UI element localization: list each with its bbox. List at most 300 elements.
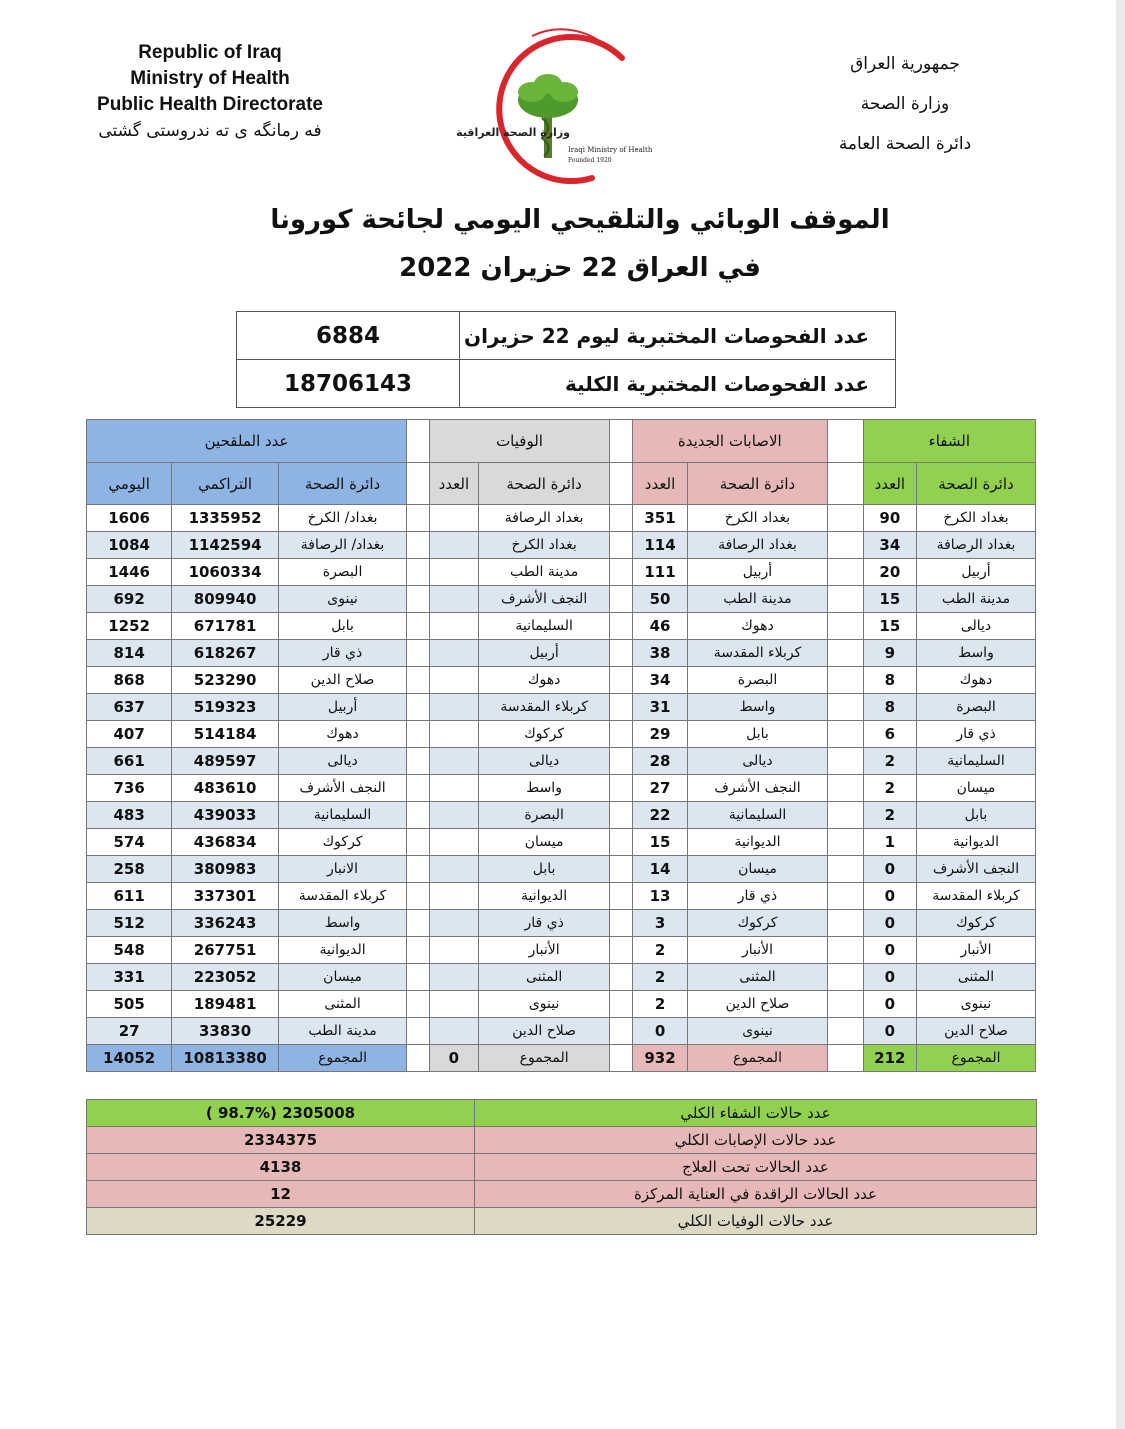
vac-daily: 692 <box>87 586 172 613</box>
spacer <box>407 937 430 964</box>
summary-value: 4138 <box>87 1154 475 1181</box>
col-rec-count: العدد <box>863 463 916 505</box>
table-row <box>87 829 1036 856</box>
spacer <box>610 748 633 775</box>
rec-count: 6 <box>863 721 916 748</box>
table-row <box>87 910 1036 937</box>
deaths-directorate: مدينة الطب <box>478 559 609 586</box>
vac-directorate: ذي قار <box>278 640 406 667</box>
spacer <box>407 910 430 937</box>
cases-count: 0 <box>632 1018 687 1045</box>
cases-count: 2 <box>632 937 687 964</box>
spacer <box>827 964 863 991</box>
table-row <box>87 694 1036 721</box>
vac-cumulative: 1335952 <box>172 505 279 532</box>
table-row <box>87 559 1036 586</box>
vac-cumulative: 33830 <box>172 1018 279 1045</box>
vac-cumulative: 1060334 <box>172 559 279 586</box>
spacer <box>407 463 430 505</box>
logo-text-en: Iraqi Ministry of Health <box>568 146 653 154</box>
table-row <box>87 613 1036 640</box>
deaths-count <box>429 991 478 1018</box>
rec-directorate: بغداد الرصافة <box>917 532 1036 559</box>
spacer <box>407 420 430 463</box>
page-title <box>200 196 960 292</box>
table-row <box>87 883 1036 910</box>
deaths-directorate: بغداد الرصافة <box>478 505 609 532</box>
vac-directorate: أربيل <box>278 694 406 721</box>
vac-daily: 736 <box>87 775 172 802</box>
deaths-directorate: أربيل <box>478 640 609 667</box>
deaths-directorate: كركوك <box>478 721 609 748</box>
rec-count: 8 <box>863 667 916 694</box>
vac-cumulative: 523290 <box>172 667 279 694</box>
spacer <box>827 505 863 532</box>
spacer <box>610 721 633 748</box>
spacer <box>610 991 633 1018</box>
col-dth-count: العدد <box>429 463 478 505</box>
summary-row <box>87 1127 1037 1154</box>
spacer <box>407 640 430 667</box>
table-row <box>87 505 1036 532</box>
summary-value: 2305008 (98.7% ) <box>87 1100 475 1127</box>
group-header-row <box>87 420 1036 463</box>
spacer <box>827 667 863 694</box>
lab-tests-daily-value: 6884 <box>237 312 460 360</box>
total-vac-daily: 14052 <box>87 1045 172 1072</box>
rec-count: 2 <box>863 775 916 802</box>
table-row <box>87 856 1036 883</box>
rec-directorate: البصرة <box>917 694 1036 721</box>
summary-value: 25229 <box>87 1208 475 1235</box>
cases-directorate: بابل <box>688 721 828 748</box>
cases-directorate: صلاح الدين <box>688 991 828 1018</box>
cases-directorate: كربلاء المقدسة <box>688 640 828 667</box>
rec-directorate: أربيل <box>917 559 1036 586</box>
vac-cumulative: 514184 <box>172 721 279 748</box>
spacer <box>827 640 863 667</box>
col-cas-count: العدد <box>632 463 687 505</box>
header-arabic <box>800 44 1010 164</box>
vac-cumulative: 1142594 <box>172 532 279 559</box>
rec-directorate: الديوانية <box>917 829 1036 856</box>
spacer <box>407 856 430 883</box>
spacer <box>407 613 430 640</box>
spacer <box>827 883 863 910</box>
deaths-directorate: النجف الأشرف <box>478 586 609 613</box>
vac-directorate: الديوانية <box>278 937 406 964</box>
lab-tests-daily-label: عدد الفحوصات المختبرية ليوم 22 حزيران <box>460 312 896 360</box>
spacer <box>827 559 863 586</box>
cases-count: 29 <box>632 721 687 748</box>
summary-row <box>87 1181 1037 1208</box>
vac-daily: 483 <box>87 802 172 829</box>
rec-count: 0 <box>863 964 916 991</box>
spacer <box>407 775 430 802</box>
spacer <box>827 802 863 829</box>
spacer <box>827 532 863 559</box>
lab-tests-total-value: 18706143 <box>237 360 460 408</box>
spacer <box>827 748 863 775</box>
table-row <box>87 964 1036 991</box>
summary-label: عدد حالات الوفيات الكلي <box>475 1208 1037 1235</box>
vac-cumulative: 519323 <box>172 694 279 721</box>
summary-row <box>87 1100 1037 1127</box>
total-deaths: 0 <box>429 1045 478 1072</box>
cases-count: 351 <box>632 505 687 532</box>
deaths-count <box>429 1018 478 1045</box>
table-row <box>87 1018 1036 1045</box>
vac-directorate: نينوى <box>278 586 406 613</box>
vac-directorate: مدينة الطب <box>278 1018 406 1045</box>
cases-directorate: مدينة الطب <box>688 586 828 613</box>
spacer <box>407 748 430 775</box>
spacer <box>827 829 863 856</box>
group-recoveries: الشفاء <box>863 420 1035 463</box>
spacer <box>827 991 863 1018</box>
rec-directorate: السليمانية <box>917 748 1036 775</box>
rec-directorate: الأنبار <box>917 937 1036 964</box>
spacer <box>407 586 430 613</box>
group-new-cases: الاصابات الجديدة <box>632 420 827 463</box>
col-dth-directorate: دائرة الصحة <box>478 463 609 505</box>
rec-count: 15 <box>863 586 916 613</box>
col-vac-directorate: دائرة الصحة <box>278 463 406 505</box>
rec-count: 0 <box>863 1018 916 1045</box>
vac-cumulative: 337301 <box>172 883 279 910</box>
deaths-count <box>429 559 478 586</box>
vac-directorate: دهوك <box>278 721 406 748</box>
vac-daily: 637 <box>87 694 172 721</box>
spacer <box>610 532 633 559</box>
header-en-line: Ministry of Health <box>130 68 290 89</box>
rec-count: 0 <box>863 937 916 964</box>
header-en-line: Republic of Iraq <box>138 42 282 63</box>
spacer <box>610 1045 633 1072</box>
cases-count: 114 <box>632 532 687 559</box>
total-cases: 932 <box>632 1045 687 1072</box>
vac-cumulative: 483610 <box>172 775 279 802</box>
cases-directorate: بغداد الكرخ <box>688 505 828 532</box>
spacer <box>610 829 633 856</box>
ministry-logo <box>456 28 657 188</box>
header-kurdish-line: فه رمانگه ی ته ندروستی گشتی <box>98 121 322 141</box>
vac-daily: 548 <box>87 937 172 964</box>
summary-table <box>86 1099 1037 1235</box>
table-row <box>87 775 1036 802</box>
table-row <box>87 667 1036 694</box>
table-row <box>87 802 1036 829</box>
vac-directorate: بابل <box>278 613 406 640</box>
spacer <box>827 586 863 613</box>
vac-daily: 1084 <box>87 532 172 559</box>
summary-value: 2334375 <box>87 1127 475 1154</box>
deaths-count <box>429 802 478 829</box>
spacer <box>610 802 633 829</box>
table-row <box>87 532 1036 559</box>
deaths-count <box>429 613 478 640</box>
header-ar-line: جمهورية العراق <box>850 54 960 74</box>
logo-text-ar: وزارة الصحة العراقية <box>456 126 570 139</box>
vac-daily: 1446 <box>87 559 172 586</box>
rec-directorate: مدينة الطب <box>917 586 1036 613</box>
deaths-directorate: نينوى <box>478 991 609 1018</box>
deaths-directorate: بابل <box>478 856 609 883</box>
deaths-count <box>429 775 478 802</box>
vac-cumulative: 336243 <box>172 910 279 937</box>
vac-daily: 512 <box>87 910 172 937</box>
lab-tests-daily-row <box>237 312 896 360</box>
vac-daily: 661 <box>87 748 172 775</box>
spacer <box>407 1045 430 1072</box>
cases-directorate: ذي قار <box>688 883 828 910</box>
vac-daily: 814 <box>87 640 172 667</box>
deaths-count <box>429 694 478 721</box>
cases-directorate: نينوى <box>688 1018 828 1045</box>
rec-count: 90 <box>863 505 916 532</box>
page-edge <box>1116 0 1125 1429</box>
spacer <box>827 694 863 721</box>
spacer <box>407 667 430 694</box>
vac-daily: 1252 <box>87 613 172 640</box>
deaths-directorate: البصرة <box>478 802 609 829</box>
deaths-directorate: دهوك <box>478 667 609 694</box>
deaths-count <box>429 964 478 991</box>
col-cas-directorate: دائرة الصحة <box>688 463 828 505</box>
rec-count: 9 <box>863 640 916 667</box>
vac-directorate: السليمانية <box>278 802 406 829</box>
summary-row <box>87 1208 1037 1235</box>
table-row <box>87 640 1036 667</box>
deaths-directorate: السليمانية <box>478 613 609 640</box>
spacer <box>407 559 430 586</box>
deaths-count <box>429 505 478 532</box>
cases-directorate: أربيل <box>688 559 828 586</box>
vac-cumulative: 809940 <box>172 586 279 613</box>
spacer <box>407 532 430 559</box>
vac-directorate: بغداد/ الرصافة <box>278 532 406 559</box>
spacer <box>827 937 863 964</box>
rec-directorate: ذي قار <box>917 721 1036 748</box>
total-label: المجموع <box>688 1045 828 1072</box>
spacer <box>610 667 633 694</box>
total-recoveries: 212 <box>863 1045 916 1072</box>
cases-count: 2 <box>632 964 687 991</box>
spacer <box>827 721 863 748</box>
cases-count: 13 <box>632 883 687 910</box>
spacer <box>407 505 430 532</box>
deaths-directorate: صلاح الدين <box>478 1018 609 1045</box>
cases-count: 2 <box>632 991 687 1018</box>
spacer <box>407 964 430 991</box>
vac-directorate: المثنى <box>278 991 406 1018</box>
spacer <box>407 829 430 856</box>
vac-cumulative: 671781 <box>172 613 279 640</box>
vac-daily: 868 <box>87 667 172 694</box>
deaths-directorate: الأنبار <box>478 937 609 964</box>
cases-directorate: الديوانية <box>688 829 828 856</box>
rec-count: 20 <box>863 559 916 586</box>
vac-cumulative: 489597 <box>172 748 279 775</box>
vac-directorate: كربلاء المقدسة <box>278 883 406 910</box>
vac-directorate: ميسان <box>278 964 406 991</box>
cases-count: 15 <box>632 829 687 856</box>
rec-directorate: النجف الأشرف <box>917 856 1036 883</box>
spacer <box>407 802 430 829</box>
deaths-count <box>429 748 478 775</box>
spacer <box>407 721 430 748</box>
cases-count: 22 <box>632 802 687 829</box>
header-ar-line: دائرة الصحة العامة <box>838 134 972 154</box>
cases-count: 31 <box>632 694 687 721</box>
rec-directorate: بغداد الكرخ <box>917 505 1036 532</box>
deaths-count <box>429 640 478 667</box>
header-en-line: Public Health Directorate <box>97 94 323 115</box>
deaths-directorate: ميسان <box>478 829 609 856</box>
header-ar-line: وزارة الصحة <box>860 94 950 114</box>
deaths-directorate: بغداد الكرخ <box>478 532 609 559</box>
spacer <box>610 964 633 991</box>
cases-count: 14 <box>632 856 687 883</box>
summary-table-body <box>87 1100 1037 1235</box>
vac-daily: 1606 <box>87 505 172 532</box>
summary-label: عدد حالات الشفاء الكلي <box>475 1100 1037 1127</box>
lab-tests-total-row <box>237 360 896 408</box>
deaths-directorate: الديوانية <box>478 883 609 910</box>
vac-cumulative: 267751 <box>172 937 279 964</box>
vac-cumulative: 189481 <box>172 991 279 1018</box>
deaths-directorate: كربلاء المقدسة <box>478 694 609 721</box>
vac-daily: 331 <box>87 964 172 991</box>
cases-count: 3 <box>632 910 687 937</box>
spacer <box>827 775 863 802</box>
deaths-count <box>429 586 478 613</box>
vac-daily: 27 <box>87 1018 172 1045</box>
spacer <box>610 505 633 532</box>
rec-directorate: المثنى <box>917 964 1036 991</box>
table-row <box>87 721 1036 748</box>
cases-directorate: ديالى <box>688 748 828 775</box>
deaths-directorate: المثنى <box>478 964 609 991</box>
vac-daily: 407 <box>87 721 172 748</box>
deaths-directorate: ذي قار <box>478 910 609 937</box>
cases-directorate: كركوك <box>688 910 828 937</box>
cases-count: 111 <box>632 559 687 586</box>
vac-cumulative: 618267 <box>172 640 279 667</box>
cases-count: 27 <box>632 775 687 802</box>
cases-directorate: دهوك <box>688 613 828 640</box>
logo-founded: Founded 1920 <box>568 157 612 164</box>
title-line-2: في العراق 22 حزيران 2022 <box>399 253 761 283</box>
vac-directorate: صلاح الدين <box>278 667 406 694</box>
summary-value: 12 <box>87 1181 475 1208</box>
spacer <box>610 463 633 505</box>
summary-row <box>87 1154 1037 1181</box>
sub-header-row <box>87 463 1036 505</box>
summary-label: عدد الحالات الراقدة في العناية المركزة <box>475 1181 1037 1208</box>
rec-directorate: واسط <box>917 640 1036 667</box>
spacer <box>610 910 633 937</box>
rec-count: 34 <box>863 532 916 559</box>
total-label: المجموع <box>278 1045 406 1072</box>
cases-directorate: البصرة <box>688 667 828 694</box>
directorate-table <box>86 419 1036 1072</box>
vac-daily: 611 <box>87 883 172 910</box>
summary-label: عدد حالات الإصابات الكلي <box>475 1127 1037 1154</box>
vac-daily: 505 <box>87 991 172 1018</box>
spacer <box>610 937 633 964</box>
rec-count: 15 <box>863 613 916 640</box>
vac-daily: 574 <box>87 829 172 856</box>
cases-directorate: ميسان <box>688 856 828 883</box>
cases-count: 28 <box>632 748 687 775</box>
spacer <box>827 910 863 937</box>
rec-directorate: ميسان <box>917 775 1036 802</box>
spacer <box>610 586 633 613</box>
rec-directorate: بابل <box>917 802 1036 829</box>
table-row <box>87 748 1036 775</box>
deaths-count <box>429 937 478 964</box>
total-label: المجموع <box>478 1045 609 1072</box>
rec-count: 1 <box>863 829 916 856</box>
spacer <box>407 694 430 721</box>
rec-directorate: صلاح الدين <box>917 1018 1036 1045</box>
lab-tests-total-label: عدد الفحوصات المختبرية الكلية <box>460 360 896 408</box>
lab-tests-table <box>236 311 896 408</box>
table-row <box>87 937 1036 964</box>
deaths-count <box>429 667 478 694</box>
deaths-directorate: ديالى <box>478 748 609 775</box>
spacer <box>610 613 633 640</box>
cases-directorate: النجف الأشرف <box>688 775 828 802</box>
spacer <box>610 1018 633 1045</box>
group-vaccinated: عدد الملقحين <box>87 420 407 463</box>
deaths-count <box>429 532 478 559</box>
rec-count: 0 <box>863 856 916 883</box>
spacer <box>827 613 863 640</box>
vac-directorate: ديالى <box>278 748 406 775</box>
deaths-count <box>429 910 478 937</box>
spacer <box>610 883 633 910</box>
rec-count: 2 <box>863 748 916 775</box>
group-deaths: الوفيات <box>429 420 610 463</box>
cases-directorate: السليمانية <box>688 802 828 829</box>
spacer <box>610 559 633 586</box>
cases-count: 50 <box>632 586 687 613</box>
cases-directorate: بغداد الرصافة <box>688 532 828 559</box>
rec-directorate: كركوك <box>917 910 1036 937</box>
cases-count: 46 <box>632 613 687 640</box>
spacer <box>610 640 633 667</box>
rec-directorate: ديالى <box>917 613 1036 640</box>
vac-directorate: البصرة <box>278 559 406 586</box>
header-english <box>80 40 340 144</box>
rec-directorate: كربلاء المقدسة <box>917 883 1036 910</box>
deaths-count <box>429 856 478 883</box>
spacer <box>827 463 863 505</box>
rec-count: 0 <box>863 883 916 910</box>
rec-count: 0 <box>863 910 916 937</box>
cases-directorate: المثنى <box>688 964 828 991</box>
spacer <box>610 694 633 721</box>
table-row <box>87 586 1036 613</box>
vac-directorate: واسط <box>278 910 406 937</box>
rec-directorate: نينوى <box>917 991 1036 1018</box>
spacer <box>610 775 633 802</box>
vac-cumulative: 439033 <box>172 802 279 829</box>
spacer <box>610 420 633 463</box>
total-vac-cumulative: 10813380 <box>172 1045 279 1072</box>
